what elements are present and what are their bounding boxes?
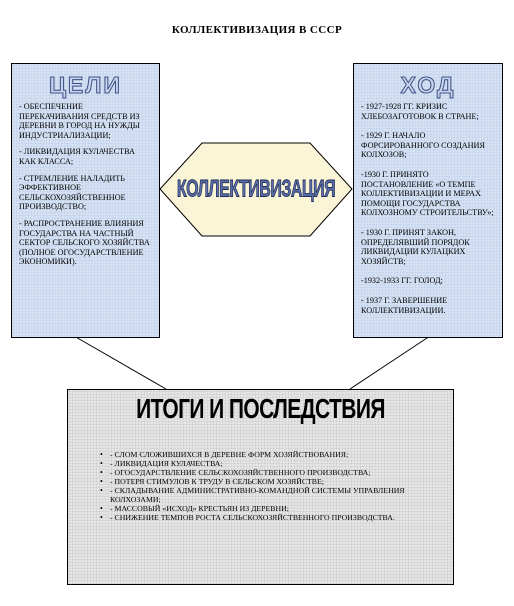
course-item: -1930 Г. ПРИНЯТО ПОСТАНОВЛЕНИЕ «О ТЕМПЕ КОЛЛЕКТИВИЗАЦИИ И МЕРАХ ПОМОЩИ ГОСУДАРСТВА КОЛХОЗНОМУ СТРОИТЕЛЬСТВУ»; xyxy=(361,169,494,218)
course-item: - 1937 Г. ЗАВЕРШЕНИЕ КОЛЛЕКТИВИЗАЦИИ. xyxy=(361,295,448,315)
connector-right xyxy=(350,336,430,389)
course-box xyxy=(353,63,503,338)
page-title: КОЛЛЕКТИВИЗАЦИЯ В СССР xyxy=(171,24,343,36)
goals-list xyxy=(12,102,159,267)
course-item: - 1930 Г. ПРИНЯТ ЗАКОН, ОПРЕДЕЛЯВШИЙ ПОРЯДОК ЛИКВИДАЦИИ КУЛАЦКИХ ХОЗЯЙСТВ; xyxy=(361,227,470,266)
result-item: • - СНИЖЕНИЕ ТЕМПОВ РОСТА СЕЛЬСКОХОЗЯЙСТВЕННОГО ПРОИЗВОДСТВА. xyxy=(100,513,440,522)
goal-item: - ОБЕСПЕЧЕНИЕ ПЕРЕКАЧИВАНИЯ СРЕДСТВ ИЗ ДЕРЕВНИ В ГОРОД НА НУЖДЫ ИНДУСТРИАЛИЗАЦИИ; xyxy=(19,102,140,140)
course-item: - 1927-1928 ГГ. КРИЗИС ХЛЕБОЗАГОТОВОК В СТРАНЕ; xyxy=(361,102,479,121)
center-label: КОЛЛЕКТИВИЗАЦИЯ xyxy=(176,176,336,202)
course-item: -1932-1933 ГГ. ГОЛОД; xyxy=(361,276,443,286)
result-item: • - ОГОСУДАРСТВЛЕНИЕ СЕЛЬСКОХОЗЯЙСТВЕННОГО ПРОИЗВОДСТВА; xyxy=(100,468,440,477)
result-item: • - ПОТЕРЯ СТИМУЛОВ К ТРУДУ В СЕЛЬСКОМ ХОЗЯЙСТВЕ; xyxy=(100,477,440,486)
results-list xyxy=(100,450,440,522)
course-heading: ХОД xyxy=(400,72,456,98)
connector-left xyxy=(74,336,166,389)
result-item: • - СКЛАДЫВАНИЕ АДМИНИСТРАТИВНО-КОМАНДНОЙ СИСТЕМЫ УПРАВЛЕНИЯ КОЛХОЗАМИ; xyxy=(100,486,440,504)
center-hexagon xyxy=(158,141,354,238)
goals-heading: ЦЕЛИ xyxy=(49,72,122,98)
result-item: • - МАССОВЫЙ «ИСХОД» КРЕСТЬЯН ИЗ ДЕРЕВНИ; xyxy=(100,504,440,513)
course-list xyxy=(354,102,502,315)
result-item: • - ЛИКВИДАЦИЯ КУЛАЧЕСТВА; xyxy=(100,459,440,468)
course-item: - 1929 Г. НАЧАЛО ФОРСИРОВАННОГО СОЗДАНИЯ КОЛХОЗОВ; xyxy=(361,131,485,160)
result-item: • - СЛОМ СЛОЖИВШИХСЯ В ДЕРЕВНЕ ФОРМ ХОЗЯЙСТВОВАНИЯ; xyxy=(100,450,440,459)
goal-item: - СТРЕМЛЕНИЕ НАЛАДИТЬ ЭФФЕКТИВНОЕ СЕЛЬСКОХОЗЯЙСТВЕННОЕ ПРОИЗВОДСТВО; xyxy=(19,173,126,212)
results-heading: ИТОГИ И ПОСЛЕДСТВИЯ xyxy=(136,394,385,425)
results-box xyxy=(67,389,454,585)
goals-box xyxy=(11,63,160,338)
goal-item: - ЛИКВИДАЦИЯ КУЛАЧЕСТВА КАК КЛАССА; xyxy=(19,147,135,166)
goal-item: - РАСПРОСТРАНЕНИЕ ВЛИЯНИЯ ГОСУДАРСТВА НА ЧАСТНЫЙ СЕКТОР СЕЛЬСКОГО ХОЗЯЙСТВА (ПОЛНОЕ ОГОСУДАРСТВЛЕНИЕ ЭКОНОМИКИ). xyxy=(19,218,150,267)
